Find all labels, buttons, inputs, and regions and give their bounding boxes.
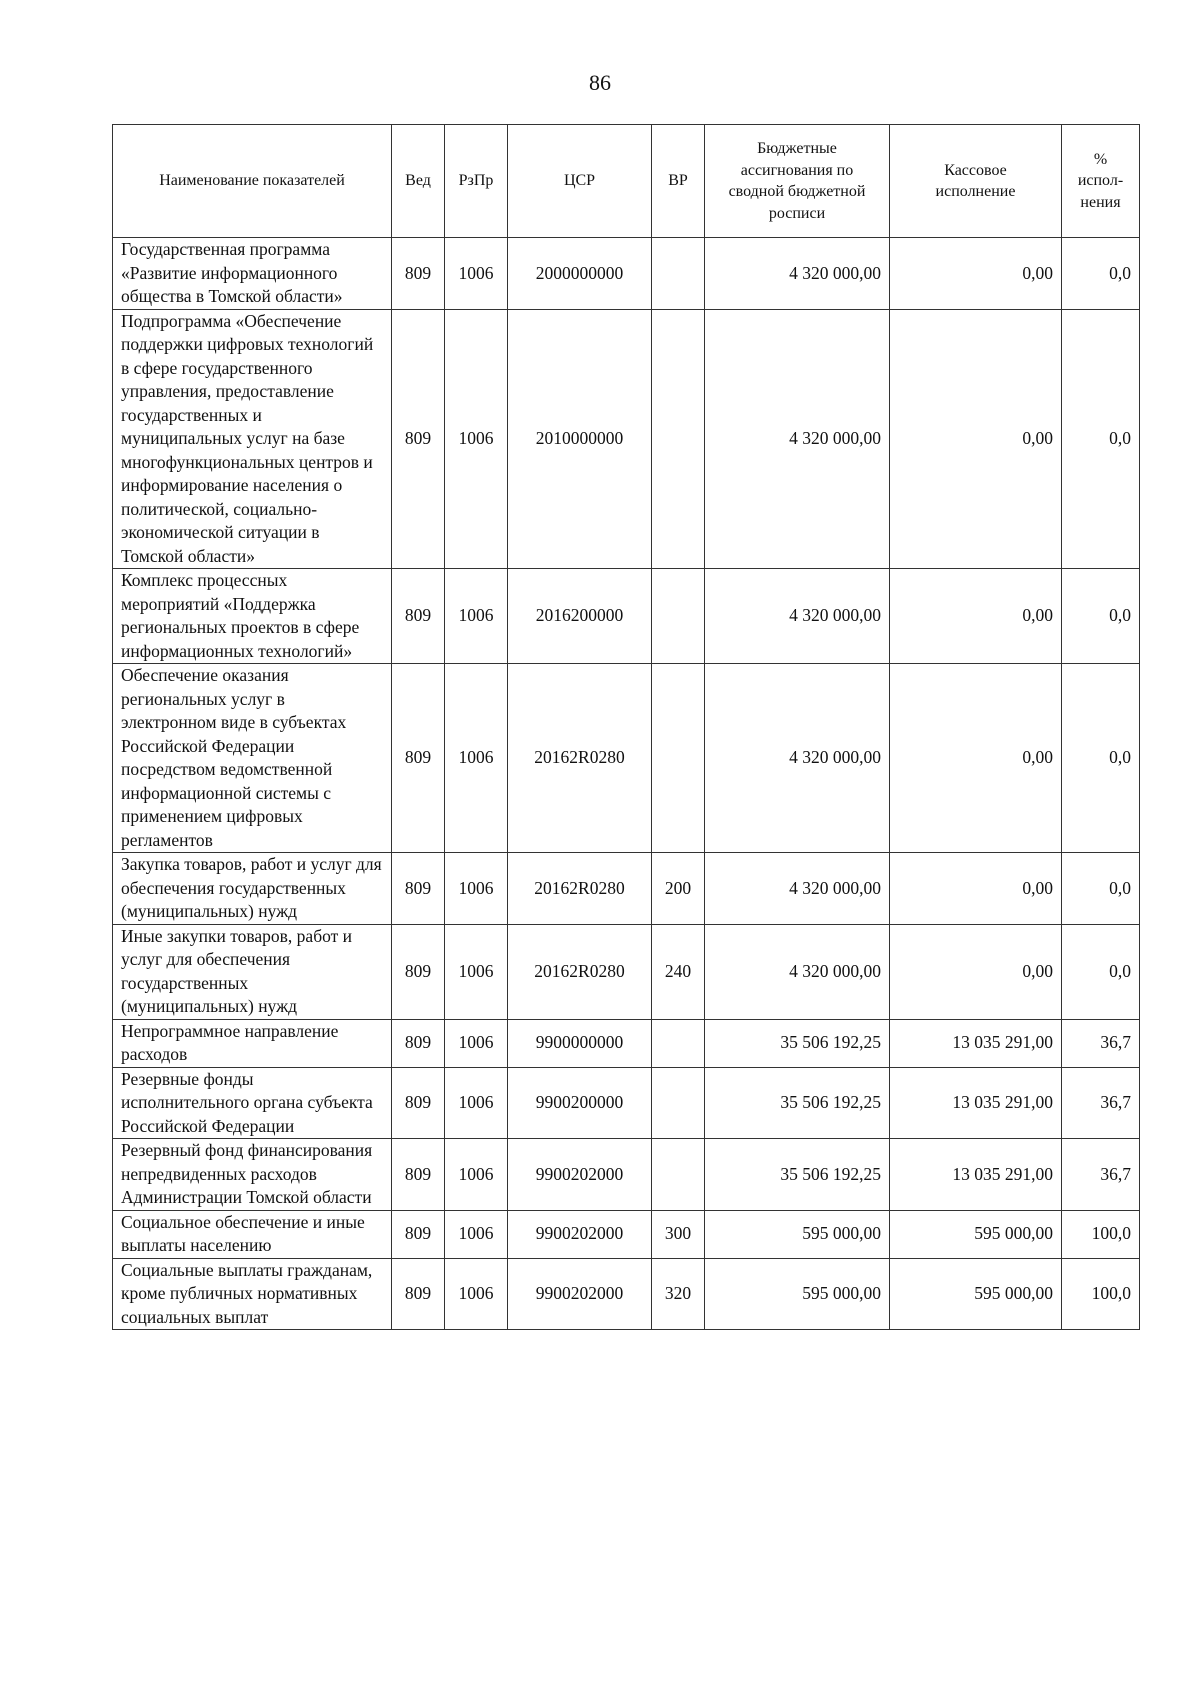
row-csr: 2016200000	[508, 569, 652, 664]
row-vr	[652, 1019, 705, 1067]
row-name: Непрограммное направление расходов	[113, 1019, 392, 1067]
row-percent: 100,0	[1062, 1258, 1140, 1330]
row-percent: 0,0	[1062, 924, 1140, 1019]
header-percent-line3: нения	[1080, 193, 1121, 211]
row-percent: 36,7	[1062, 1019, 1140, 1067]
row-csr: 20162R0280	[508, 853, 652, 925]
row-ved: 809	[392, 1210, 445, 1258]
row-rzpr: 1006	[445, 309, 508, 569]
row-budget: 4 320 000,00	[705, 853, 890, 925]
row-ved: 809	[392, 853, 445, 925]
row-name: Резервный фонд финансирования непредвиденных расходов Администрации Томской области	[113, 1139, 392, 1211]
row-ved: 809	[392, 1067, 445, 1139]
row-ved: 809	[392, 1019, 445, 1067]
row-cash: 13 035 291,00	[890, 1067, 1062, 1139]
row-csr: 9900200000	[508, 1067, 652, 1139]
row-rzpr: 1006	[445, 1210, 508, 1258]
row-vr	[652, 238, 705, 310]
row-budget: 4 320 000,00	[705, 309, 890, 569]
header-percent-line2: испол-	[1077, 172, 1124, 190]
row-name: Закупка товаров, работ и услуг для обеспечения государственных (муниципальных) нужд	[113, 853, 392, 925]
header-rzpr: РзПр	[445, 125, 508, 238]
row-name: Иные закупки товаров, работ и услуг для обеспечения государственных (муниципальных) нужд	[113, 924, 392, 1019]
row-percent: 0,0	[1062, 309, 1140, 569]
row-budget: 35 506 192,25	[705, 1019, 890, 1067]
row-name: Резервные фонды исполнительного органа субъекта Российской Федерации	[113, 1067, 392, 1139]
row-cash: 0,00	[890, 853, 1062, 925]
row-vr: 240	[652, 924, 705, 1019]
row-budget: 35 506 192,25	[705, 1139, 890, 1211]
header-budget: Бюджетные ассигнования по сводной бюджетной росписи	[705, 125, 890, 238]
row-rzpr: 1006	[445, 664, 508, 853]
row-name: Государственная программа «Развитие информационного общества в Томской области»	[113, 238, 392, 310]
row-cash: 595 000,00	[890, 1258, 1062, 1330]
row-name: Социальные выплаты гражданам, кроме публичных нормативных социальных выплат	[113, 1258, 392, 1330]
row-cash: 0,00	[890, 309, 1062, 569]
row-ved: 809	[392, 1258, 445, 1330]
row-cash: 0,00	[890, 664, 1062, 853]
row-csr: 2000000000	[508, 238, 652, 310]
row-csr: 20162R0280	[508, 924, 652, 1019]
row-vr	[652, 1067, 705, 1139]
header-name: Наименование показателей	[113, 125, 392, 238]
row-ved: 809	[392, 1139, 445, 1211]
row-csr: 20162R0280	[508, 664, 652, 853]
row-rzpr: 1006	[445, 924, 508, 1019]
row-budget: 4 320 000,00	[705, 569, 890, 664]
row-rzpr: 1006	[445, 1258, 508, 1330]
row-percent: 36,7	[1062, 1139, 1140, 1211]
header-cash: Кассовое исполнение	[890, 125, 1062, 238]
row-csr: 9900202000	[508, 1210, 652, 1258]
row-name: Комплекс процессных мероприятий «Поддержка региональных проектов в сфере информационных технологий»	[113, 569, 392, 664]
row-cash: 0,00	[890, 924, 1062, 1019]
table-row	[113, 1067, 1140, 1139]
row-budget: 595 000,00	[705, 1258, 890, 1330]
row-ved: 809	[392, 664, 445, 853]
table-row	[113, 1258, 1140, 1330]
row-budget: 595 000,00	[705, 1210, 890, 1258]
row-vr	[652, 1139, 705, 1211]
row-rzpr: 1006	[445, 1067, 508, 1139]
table-header-row	[113, 125, 1140, 238]
header-vr: ВР	[652, 125, 705, 238]
row-csr: 9900202000	[508, 1139, 652, 1211]
row-rzpr: 1006	[445, 238, 508, 310]
row-name: Подпрограмма «Обеспечение поддержки цифровых технологий в сфере государственного управления, предоставление государственных и муниципальных услуг на базе многофункциональных центров и информирование населения о политической, социально-экономической ситуации в Томской области»	[113, 309, 392, 569]
row-budget: 4 320 000,00	[705, 924, 890, 1019]
row-rzpr: 1006	[445, 1139, 508, 1211]
row-vr: 200	[652, 853, 705, 925]
row-vr	[652, 309, 705, 569]
row-cash: 13 035 291,00	[890, 1139, 1062, 1211]
row-cash: 13 035 291,00	[890, 1019, 1062, 1067]
row-percent: 0,0	[1062, 238, 1140, 310]
table-row	[113, 238, 1140, 310]
row-vr	[652, 664, 705, 853]
budget-execution-table	[112, 124, 1140, 1330]
row-rzpr: 1006	[445, 853, 508, 925]
header-csr: ЦСР	[508, 125, 652, 238]
row-cash: 0,00	[890, 569, 1062, 664]
row-vr: 320	[652, 1258, 705, 1330]
row-budget: 4 320 000,00	[705, 238, 890, 310]
row-cash: 595 000,00	[890, 1210, 1062, 1258]
table-row	[113, 569, 1140, 664]
row-csr: 2010000000	[508, 309, 652, 569]
row-percent: 0,0	[1062, 569, 1140, 664]
table-row	[113, 664, 1140, 853]
table-row	[113, 924, 1140, 1019]
row-vr: 300	[652, 1210, 705, 1258]
row-name: Обеспечение оказания региональных услуг в электронном виде в субъектах Российской Федерации посредством ведомственной информационной системы с применением цифровых регламентов	[113, 664, 392, 853]
header-percent-line1: %	[1093, 150, 1108, 168]
row-ved: 809	[392, 238, 445, 310]
row-percent: 0,0	[1062, 853, 1140, 925]
header-ved: Вед	[392, 125, 445, 238]
row-rzpr: 1006	[445, 1019, 508, 1067]
row-percent: 100,0	[1062, 1210, 1140, 1258]
row-vr	[652, 569, 705, 664]
table-row	[113, 1210, 1140, 1258]
row-ved: 809	[392, 309, 445, 569]
row-rzpr: 1006	[445, 569, 508, 664]
table-row	[113, 1019, 1140, 1067]
header-percent	[1062, 125, 1140, 238]
row-cash: 0,00	[890, 238, 1062, 310]
row-budget: 4 320 000,00	[705, 664, 890, 853]
row-name: Социальное обеспечение и иные выплаты населению	[113, 1210, 392, 1258]
row-csr: 9900000000	[508, 1019, 652, 1067]
row-csr: 9900202000	[508, 1258, 652, 1330]
page-number: 86	[589, 70, 611, 95]
row-budget: 35 506 192,25	[705, 1067, 890, 1139]
table-row	[113, 1139, 1140, 1211]
table-row	[113, 309, 1140, 569]
row-ved: 809	[392, 569, 445, 664]
row-percent: 36,7	[1062, 1067, 1140, 1139]
row-ved: 809	[392, 924, 445, 1019]
row-percent: 0,0	[1062, 664, 1140, 853]
table-row	[113, 853, 1140, 925]
